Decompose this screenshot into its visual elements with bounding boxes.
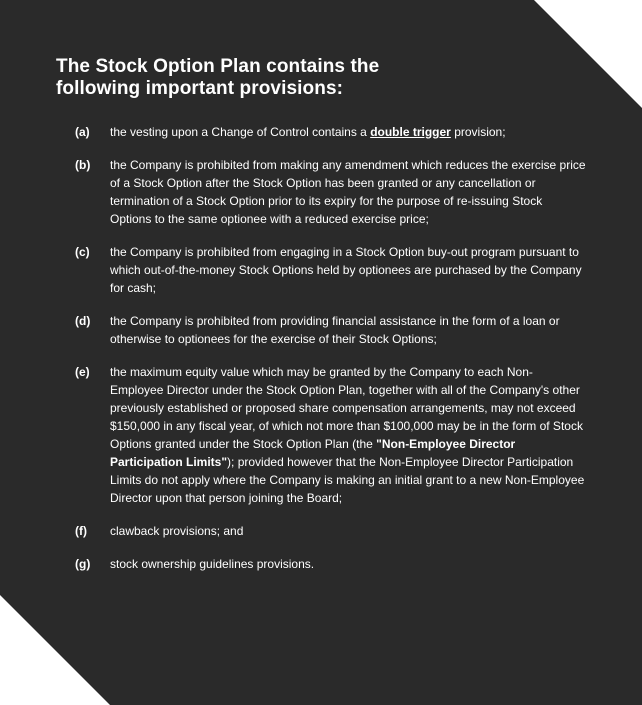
provision-item-a: [56, 123, 586, 141]
item-text: [110, 123, 586, 141]
title-line-2: following important provisions:: [56, 78, 344, 99]
provision-item-f: [56, 522, 586, 540]
item-marker: (e): [75, 365, 90, 379]
item-text: the Company is prohibited from making any amendment which reduces the exercise price of a Stock Option after the Stock Option has been granted or any cancellation or termination of a Stock Option prior to its expiry for the purpose of re-issuing Stock Options to the same optionee with a reduced exercise price;: [110, 158, 586, 226]
item-marker: (d): [75, 314, 91, 328]
item-text: clawback provisions; and: [110, 524, 244, 538]
item-text: [110, 363, 586, 507]
item-marker: (g): [75, 557, 91, 571]
item-marker: (b): [75, 158, 91, 172]
corner-decoration-bottom-left: [0, 595, 110, 705]
document-content: [56, 56, 586, 588]
provision-item-b: [56, 156, 586, 228]
provisions-list: [56, 123, 586, 573]
item-marker: (f): [75, 524, 87, 538]
item-text: the Company is prohibited from providing financial assistance in the form of a loan or otherwise to optionees for the exercise of their Stock Options;: [110, 314, 560, 346]
item-text: stock ownership guidelines provisions.: [110, 557, 315, 571]
title-line-1: The Stock Option Plan contains the: [56, 56, 380, 77]
double-trigger-term: double trigger: [370, 125, 451, 139]
provision-item-d: [56, 312, 586, 348]
item-text-part: provision;: [450, 125, 506, 139]
item-marker: (c): [75, 245, 90, 259]
defined-term: "Non-Employee Director Participation Limits": [110, 437, 516, 469]
provision-item-e: [56, 363, 586, 507]
item-text: the Company is prohibited from engaging in a Stock Option buy-out program pursuant to which out-of-the-money Stock Options held by optionees are purchased by the Company for cash;: [110, 245, 582, 295]
item-text-part: the vesting upon a Change of Control contains a: [110, 125, 371, 139]
item-text-part: ); provided however that the Non-Employee Director Participation Limits do not apply where the Company is making an initial grant to a new Non-Employee Director upon that person joining the Board;: [110, 455, 585, 505]
item-marker: (a): [75, 125, 90, 139]
provision-item-g: [56, 555, 586, 573]
item-text-part: the maximum equity value which may be granted by the Company to each Non-Employee Director under the Stock Option Plan, together with all of the Company's other previously established or proposed share compensation arrangements, may not exceed $150,000 in any fiscal year, of which not more than $100,000 may be in the form of Stock Options granted under the Stock Option Plan (the: [110, 365, 583, 451]
page-title: [56, 56, 586, 100]
provision-item-c: [56, 243, 586, 297]
